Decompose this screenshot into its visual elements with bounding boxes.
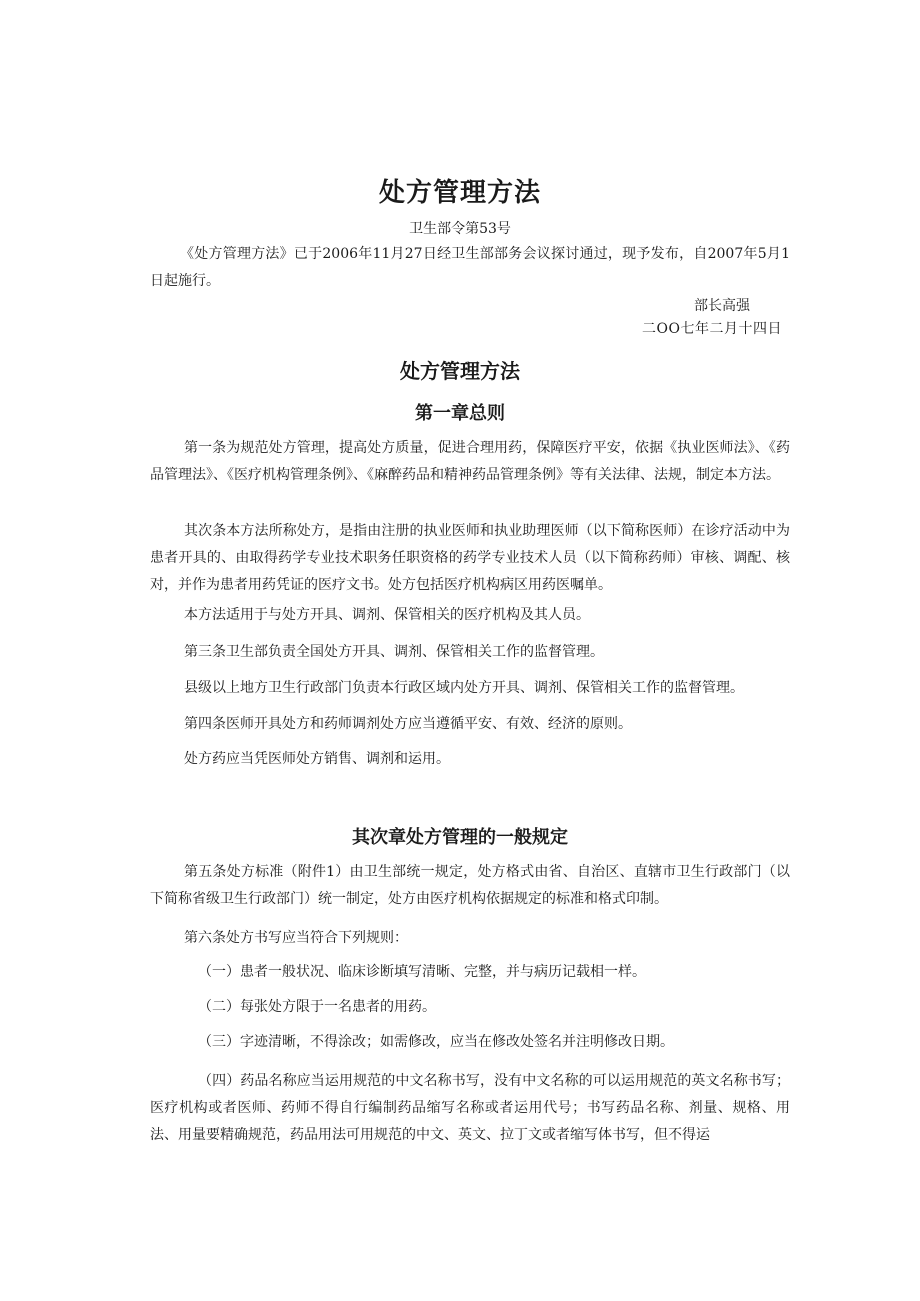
preamble-paragraph: 《处方管理方法》已于2006年11月27日经卫生部部务会议探讨通过，现予发布，自2007年5月1日起施行。 xyxy=(150,246,790,289)
rule-item-4: （四）药品名称应当运用规范的中文名称书写，没有中文名称的可以运用规范的英文名称书写；医疗机构或者医师、药师不得自行编制药品缩写名称或者运用代号；书写药品名称、剂量、规格、用法、用量要精确规范，药品用法可用规范的中文、英文、拉丁文或者缩写体书写，但不得运 xyxy=(150,1073,790,1143)
article-2-scope: 本方法适用于与处方开具、调剂、保管相关的医疗机构及其人员。 xyxy=(184,607,590,623)
article-5: 第五条处方标准（附件1）由卫生部统一规定，处方格式由省、自治区、直辖市卫生行政部门（以下简称省级卫生行政部门）统一制定，处方由医疗机构依据规定的标准和格式印制。 xyxy=(150,864,790,907)
decree-number: 卫生部令第53号 xyxy=(409,221,511,237)
article-1: 第一条为规范处方管理，提高处方质量，促进合理用药，保障医疗平安，依据《执业医师法》、《药品管理法》、《医疗机构管理条例》、《麻醉药品和精神药品管理条例》等有关法律、法规，制定本方法。 xyxy=(150,440,790,483)
article-6: 第六条处方书写应当符合下列规则： xyxy=(184,930,408,946)
rule-item-1: （一）患者一般状况、临床诊断填写清晰、完整，并与病历记载相一样。 xyxy=(198,964,646,980)
rule-item-2: （二）每张处方限于一名患者的用药。 xyxy=(198,999,436,1015)
article-3-local: 县级以上地方卫生行政部门负责本行政区域内处方开具、调剂、保管相关工作的监督管理。 xyxy=(184,680,744,696)
document-title: 处方管理方法 xyxy=(378,178,541,208)
chapter-2-title: 其次章处方管理的一般规定 xyxy=(352,827,568,848)
chapter-1-title: 第一章总则 xyxy=(415,403,505,424)
rule-item-3: （三）字迹清晰，不得涂改；如需修改，应当在修改处签名并注明修改日期。 xyxy=(198,1034,674,1050)
article-2: 其次条本方法所称处方，是指由注册的执业医师和执业助理医师（以下简称医师）在诊疗活动中为患者开具的、由取得药学专业技术职务任职资格的药学专业技术人员（以下简称药师）审核、调配、核对，并作为患者用药凭证的医疗文书。处方包括医疗机构病区用药医嘱单。 xyxy=(150,523,790,593)
article-4-otc: 处方药应当凭医师处方销售、调剂和运用。 xyxy=(184,751,450,767)
article-3: 第三条卫生部负责全国处方开具、调剂、保管相关工作的监督管理。 xyxy=(184,644,604,660)
regulation-title: 处方管理方法 xyxy=(400,359,520,383)
signer-name: 部长高强 xyxy=(694,298,750,314)
sign-date: 二OO七年二月十四日 xyxy=(642,321,782,337)
article-4: 第四条医师开具处方和药师调剂处方应当遵循平安、有效、经济的原则。 xyxy=(184,716,632,732)
